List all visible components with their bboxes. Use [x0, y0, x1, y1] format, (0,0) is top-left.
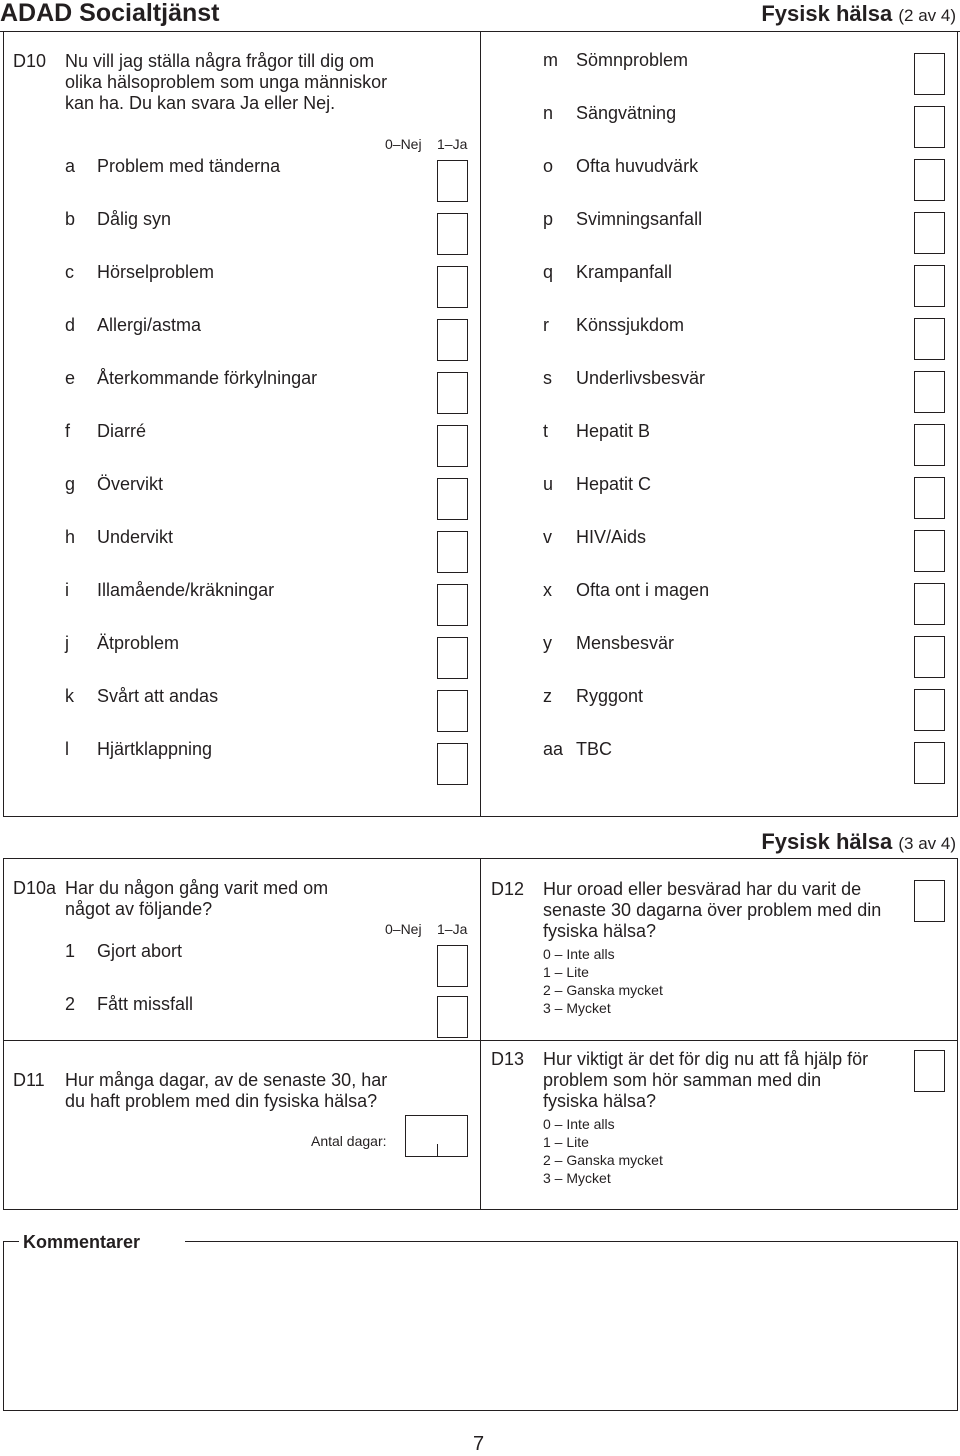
d10-answer-box[interactable]: [437, 637, 468, 679]
d10-item-label: Könssjukdom: [576, 315, 685, 335]
d10-item-label: Allergi/astma: [97, 315, 202, 335]
d10a-item-letter: 1: [65, 941, 76, 961]
d10-item-letter: i: [65, 580, 69, 600]
d10-answer-box[interactable]: [437, 213, 468, 255]
d11-days-input-divider: [437, 1144, 438, 1156]
d13-id: D13: [491, 1049, 525, 1069]
d10-item-letter: l: [65, 739, 69, 759]
d10-answer-box[interactable]: [914, 636, 945, 678]
d10a-col-yes: 1–Ja: [437, 921, 468, 937]
d10-answer-box[interactable]: [437, 690, 468, 732]
d10-item-letter: p: [543, 209, 554, 229]
d10-item-label: TBC: [576, 739, 612, 759]
d10-answer-box[interactable]: [437, 531, 468, 573]
section2-title: [761, 830, 956, 856]
d10-item-label: Ryggont: [576, 686, 644, 706]
d10-item-letter: o: [543, 156, 554, 176]
d10-answer-box[interactable]: [914, 530, 945, 572]
d12-option: 2 – Ganska mycket: [543, 982, 663, 998]
d10a-question-line1: Har du någon gång varit med om: [65, 878, 329, 898]
d10-answer-box[interactable]: [914, 53, 945, 95]
d10-answer-box[interactable]: [914, 477, 945, 519]
d10-item-label: Mensbesvär: [576, 633, 675, 653]
d10-item-letter: c: [65, 262, 74, 282]
d11-id: D11: [13, 1070, 45, 1090]
d10-item-letter: z: [543, 686, 552, 706]
d11-days-input[interactable]: [405, 1115, 468, 1157]
section2-left-rule: [3, 858, 4, 1210]
org-title: ADAD Socialtjänst: [0, 0, 220, 27]
section-title: [761, 2, 956, 28]
d10a-question-line2: något av följande?: [65, 899, 213, 919]
d10-answer-box[interactable]: [914, 212, 945, 254]
d10-answer-box[interactable]: [437, 425, 468, 467]
d10-answer-box[interactable]: [914, 371, 945, 413]
d10-item-letter: j: [65, 633, 69, 653]
d13-option: 1 – Lite: [543, 1134, 589, 1150]
comments-top-rule-left: [3, 1241, 19, 1242]
d10-answer-box[interactable]: [914, 318, 945, 360]
d10-item-letter: g: [65, 474, 76, 494]
d10-item-letter: a: [65, 156, 76, 176]
d10a-id: D10a: [13, 878, 57, 898]
d10-item-label: Sömnproblem: [576, 50, 689, 70]
section-title-part: (2 av 4): [898, 6, 956, 25]
d10-item-label: Underlivsbesvär: [576, 368, 706, 388]
d10-answer-box[interactable]: [914, 583, 945, 625]
d10-item-label: Illamående/kräkningar: [97, 580, 275, 600]
d13-question: Hur viktigt är det för dig nu att få hjälp för problem som hör samman med din fysiska hälsa?: [543, 1049, 869, 1111]
d10-item-label: Ofta ont i magen: [576, 580, 710, 600]
d10-item-label: Krampanfall: [576, 262, 673, 282]
d13-option: 2 – Ganska mycket: [543, 1152, 663, 1168]
d10a-item-letter: 2: [65, 994, 76, 1014]
d10-item-letter: q: [543, 262, 554, 282]
d12-option: 0 – Inte alls: [543, 946, 615, 962]
d13-option: 0 – Inte alls: [543, 1116, 615, 1132]
d10-answer-box[interactable]: [437, 478, 468, 520]
d10-item-label: Hepatit B: [576, 421, 651, 441]
d10-item-label: Problem med tänderna: [97, 156, 281, 176]
d13-option: 3 – Mycket: [543, 1170, 611, 1186]
d10-item-letter: y: [543, 633, 552, 653]
d10-item-label: Diarré: [97, 421, 147, 441]
d12-answer-box[interactable]: [914, 880, 945, 922]
comments-box[interactable]: [3, 1241, 958, 1411]
d10-item-label: Dålig syn: [97, 209, 172, 229]
d10-answer-box[interactable]: [914, 689, 945, 731]
d10-answer-box[interactable]: [437, 266, 468, 308]
page-number: 7: [473, 1433, 485, 1455]
d10-item-label: Svimningsanfall: [576, 209, 703, 229]
d13-options: [543, 1115, 663, 1187]
d11-question: Hur många dagar, av de senaste 30, har du haft problem med din fysiska hälsa?: [65, 1070, 388, 1111]
section2-right-rule: [957, 858, 958, 1210]
d10-id: D10: [13, 51, 47, 71]
d10-item-letter: aa: [543, 739, 564, 759]
d10a-abort-answer-box[interactable]: [437, 945, 468, 987]
section1-divider: [480, 31, 481, 817]
d10-answer-box[interactable]: [437, 743, 468, 785]
d10-item-label: HIV/Aids: [576, 527, 647, 547]
comments-top-rule-right: [185, 1241, 958, 1242]
d10-item-label: Hjärtklappning: [97, 739, 213, 759]
d10a-item-label: Fått missfall: [97, 994, 194, 1014]
d10-item-label: Hepatit C: [576, 474, 652, 494]
d10-item-letter: f: [65, 421, 71, 441]
d12-id: D12: [491, 879, 525, 899]
d10-item-label: Sängvätning: [576, 103, 677, 123]
d10-answer-box[interactable]: [437, 372, 468, 414]
d10-item-letter: r: [543, 315, 549, 335]
d10-col-no: 0–Nej: [385, 136, 422, 152]
d10-item-letter: v: [543, 527, 552, 547]
d10-item-letter: e: [65, 368, 76, 388]
d10-answer-box[interactable]: [914, 106, 945, 148]
section1-left-rule: [3, 31, 4, 817]
d10-item-letter: s: [543, 368, 552, 388]
d12-options: [543, 945, 663, 1017]
d12-option: 1 – Lite: [543, 964, 589, 980]
d10-answer-box[interactable]: [437, 584, 468, 626]
d10-item-label: Svårt att andas: [97, 686, 219, 706]
d10-col-yes: 1–Ja: [437, 136, 468, 152]
d10-item-label: Undervikt: [97, 527, 174, 547]
section2-title-part: (3 av 4): [898, 834, 956, 853]
d13-answer-box[interactable]: [914, 1050, 945, 1092]
d10-item-letter: u: [543, 474, 554, 494]
section1-right-rule: [957, 31, 958, 817]
d10-item-label: Hörselproblem: [97, 262, 215, 282]
d10-item-letter: d: [65, 315, 76, 335]
d11-days-label: Antal dagar:: [311, 1133, 387, 1149]
section2-divider: [480, 858, 481, 1210]
d10a-item-label: Gjort abort: [97, 941, 183, 961]
d10a-col-no: 0–Nej: [385, 921, 422, 937]
d10-item-letter: b: [65, 209, 76, 229]
d10-question: Nu vill jag ställa några frågor till dig om olika hälsoproblem som unga människor kan ha. Du kan svara Ja eller Nej.: [65, 51, 388, 113]
d10-answer-box[interactable]: [914, 742, 945, 784]
d10-item-letter: t: [543, 421, 549, 441]
d10-answer-box[interactable]: [914, 265, 945, 307]
d10-item-letter: n: [543, 103, 554, 123]
d12-question: Hur oroad eller besvärad har du varit de senaste 30 dagarna över problem med din fysiska hälsa?: [543, 879, 882, 941]
d10-answer-box[interactable]: [437, 319, 468, 361]
d10-item-letter: x: [543, 580, 552, 600]
d10a-missfall-answer-box[interactable]: [437, 996, 468, 1038]
d10-item-letter: h: [65, 527, 76, 547]
d10-answer-box[interactable]: [437, 160, 468, 202]
d10-item-letter: k: [65, 686, 74, 706]
d10-item-label: Övervikt: [97, 474, 164, 494]
d10-item-label: Ofta huvudvärk: [576, 156, 699, 176]
section2-title-main: Fysisk hälsa: [761, 829, 893, 854]
d10-answer-box[interactable]: [914, 424, 945, 466]
d10-answer-box[interactable]: [914, 159, 945, 201]
d12-option: 3 – Mycket: [543, 1000, 611, 1016]
d10-item-letter: m: [543, 50, 558, 70]
section-title-main: Fysisk hälsa: [761, 1, 893, 26]
d10-item-label: Återkommande förkylningar: [97, 368, 318, 388]
comments-title: Kommentarer: [23, 1232, 141, 1252]
d10-item-label: Ätproblem: [97, 633, 180, 653]
